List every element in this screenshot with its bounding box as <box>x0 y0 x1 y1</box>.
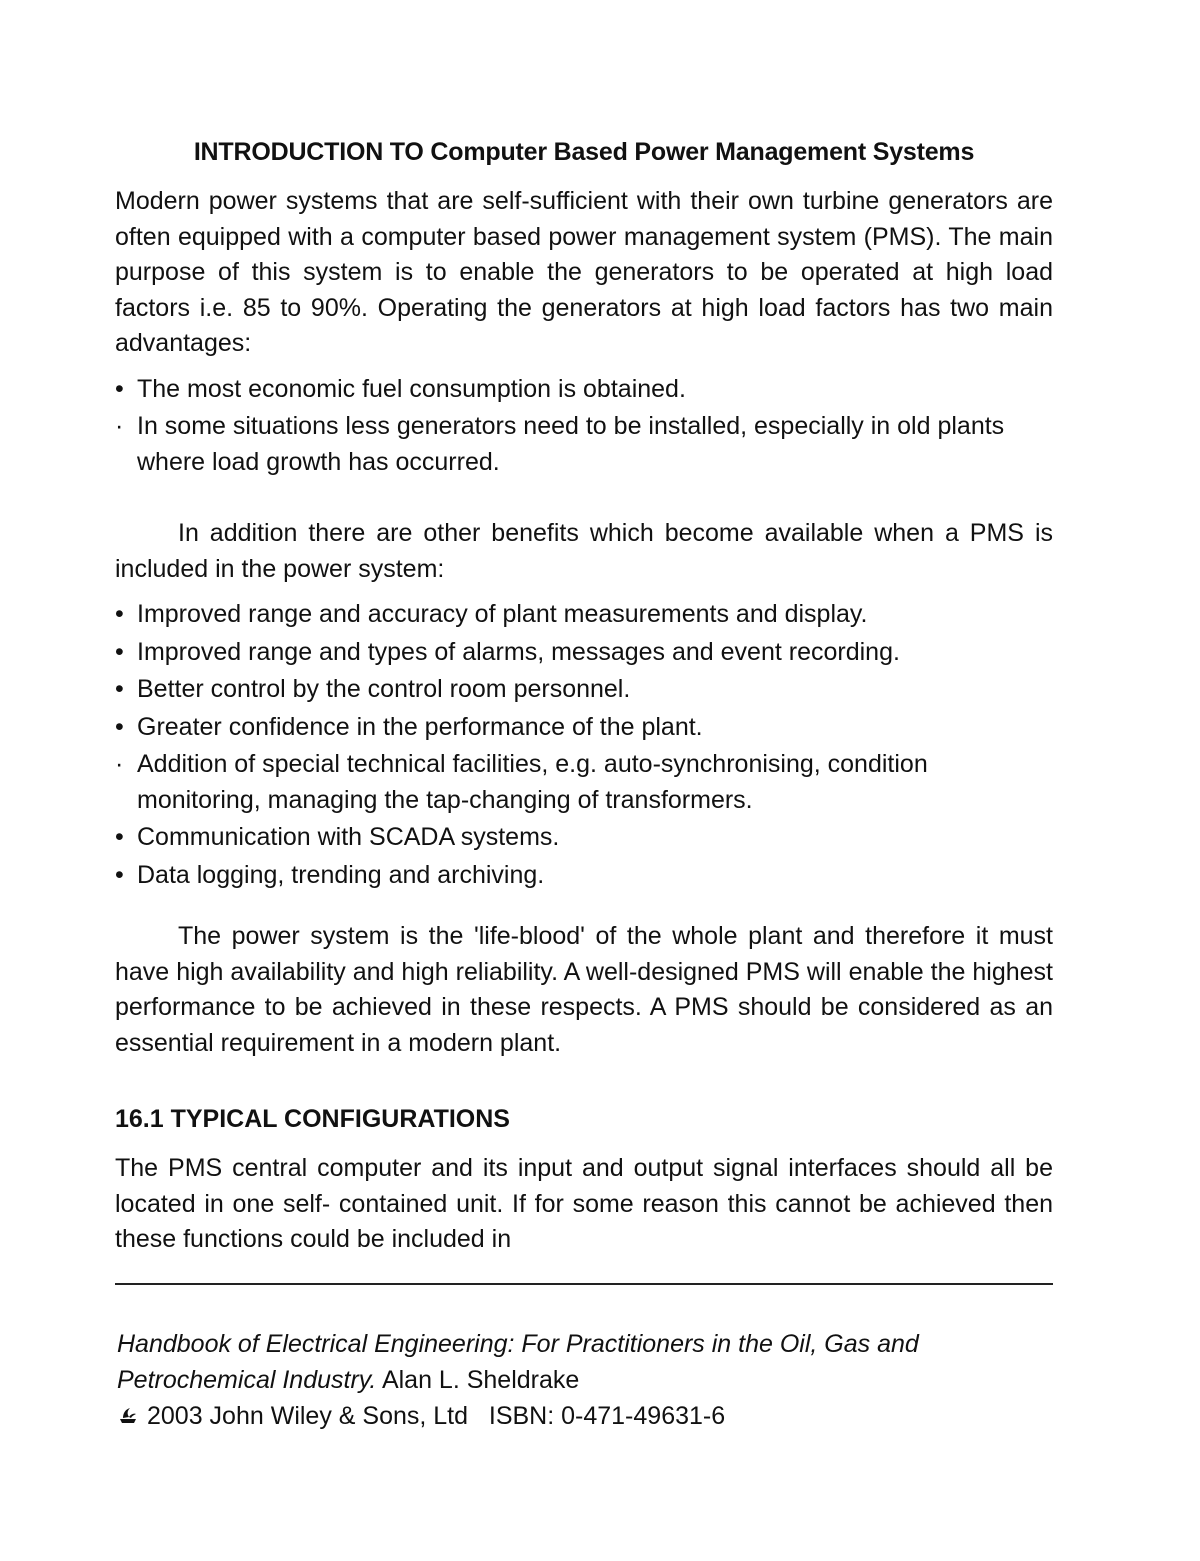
bullet-icon: · <box>115 750 124 778</box>
intro-paragraph: Modern power systems that are self-sufficient with their own turbine generators are often equipped with a computer based power management system (PMS). The main purpose of this system is to enable the generators to be operated at high load factors i.e. 85 to 90%. Operating the generators at high load factors has two main advantages: <box>115 187 1053 357</box>
list-item-text: Greater confidence in the performance of the plant. <box>137 712 703 741</box>
citation-line <box>117 1326 1053 1398</box>
list-item-text: Data logging, trending and archiving. <box>137 860 545 889</box>
page-title: INTRODUCTION TO Computer Based Power Management Systems <box>193 138 975 166</box>
copyright-icon <box>117 1404 139 1426</box>
spacer <box>115 482 1053 516</box>
footer-divider <box>115 1283 1053 1285</box>
bullet-icon: • <box>115 823 124 851</box>
list-item <box>115 820 1053 856</box>
benefits-list <box>115 597 1053 893</box>
list-item-text: Better control by the control room personnel. <box>137 675 631 703</box>
bullet-icon: • <box>115 637 124 666</box>
list-item <box>115 858 1053 894</box>
bullet-icon: • <box>115 675 124 703</box>
list-item <box>115 409 1053 480</box>
bullet-icon: · <box>115 412 124 440</box>
list-item <box>115 710 1053 746</box>
reliability-paragraph: The power system is the 'life-blood' of the whole plant and therefore it must have high availability and high reliability. A well-designed PMS will enable the highest performance to be achieved in these respects. A PMS should be considered as an essential requirement in a modern plant. <box>115 922 1053 1057</box>
list-item <box>115 747 1053 818</box>
bullet-icon: • <box>115 712 124 741</box>
bullet-icon: • <box>115 860 124 889</box>
section-heading: 16.1 TYPICAL CONFIGURATIONS <box>115 1105 510 1133</box>
book-author: Alan L. Sheldrake <box>381 1366 580 1394</box>
list-item <box>115 597 1053 633</box>
bullet-icon: • <box>115 600 124 628</box>
copyright-line <box>117 1398 1053 1434</box>
list-item <box>115 672 1053 708</box>
book-title: Handbook of Electrical Engineering: For Practitioners in the Oil, Gas and Petrochemical Industry. <box>117 1330 919 1394</box>
advantages-list <box>115 372 1053 481</box>
benefits-intro-paragraph: In addition there are other benefits which become available when a PMS is included in the power system: <box>115 519 1053 583</box>
section-paragraph: The PMS central computer and its input and output signal interfaces should all be located in one self- contained unit. If for some reason this cannot be achieved then these functions could be included in <box>115 1154 1053 1253</box>
list-item-text: Improved range and accuracy of plant measurements and display. <box>137 600 868 628</box>
spacer <box>115 895 1053 919</box>
copyright-text: 2003 John Wiley & Sons, Ltd <box>147 1402 469 1430</box>
isbn-text: ISBN: 0-471-49631-6 <box>488 1402 726 1430</box>
list-item <box>115 372 1053 408</box>
list-item-text: Addition of special technical facilities, e.g. auto-synchronising, condition monitoring, managing the tap-changing of transformers. <box>137 750 928 814</box>
list-item-text: In some situations less generators need to be installed, especially in old plants where load growth has occurred. <box>137 412 1005 476</box>
citation-footer <box>117 1326 1053 1434</box>
list-item-text: Improved range and types of alarms, messages and event recording. <box>137 637 900 666</box>
bullet-icon: • <box>115 374 124 403</box>
document-page <box>115 134 1053 1258</box>
list-item-text: Communication with SCADA systems. <box>137 823 560 851</box>
list-item-text: The most economic fuel consumption is obtained. <box>137 374 686 403</box>
list-item <box>115 635 1053 671</box>
